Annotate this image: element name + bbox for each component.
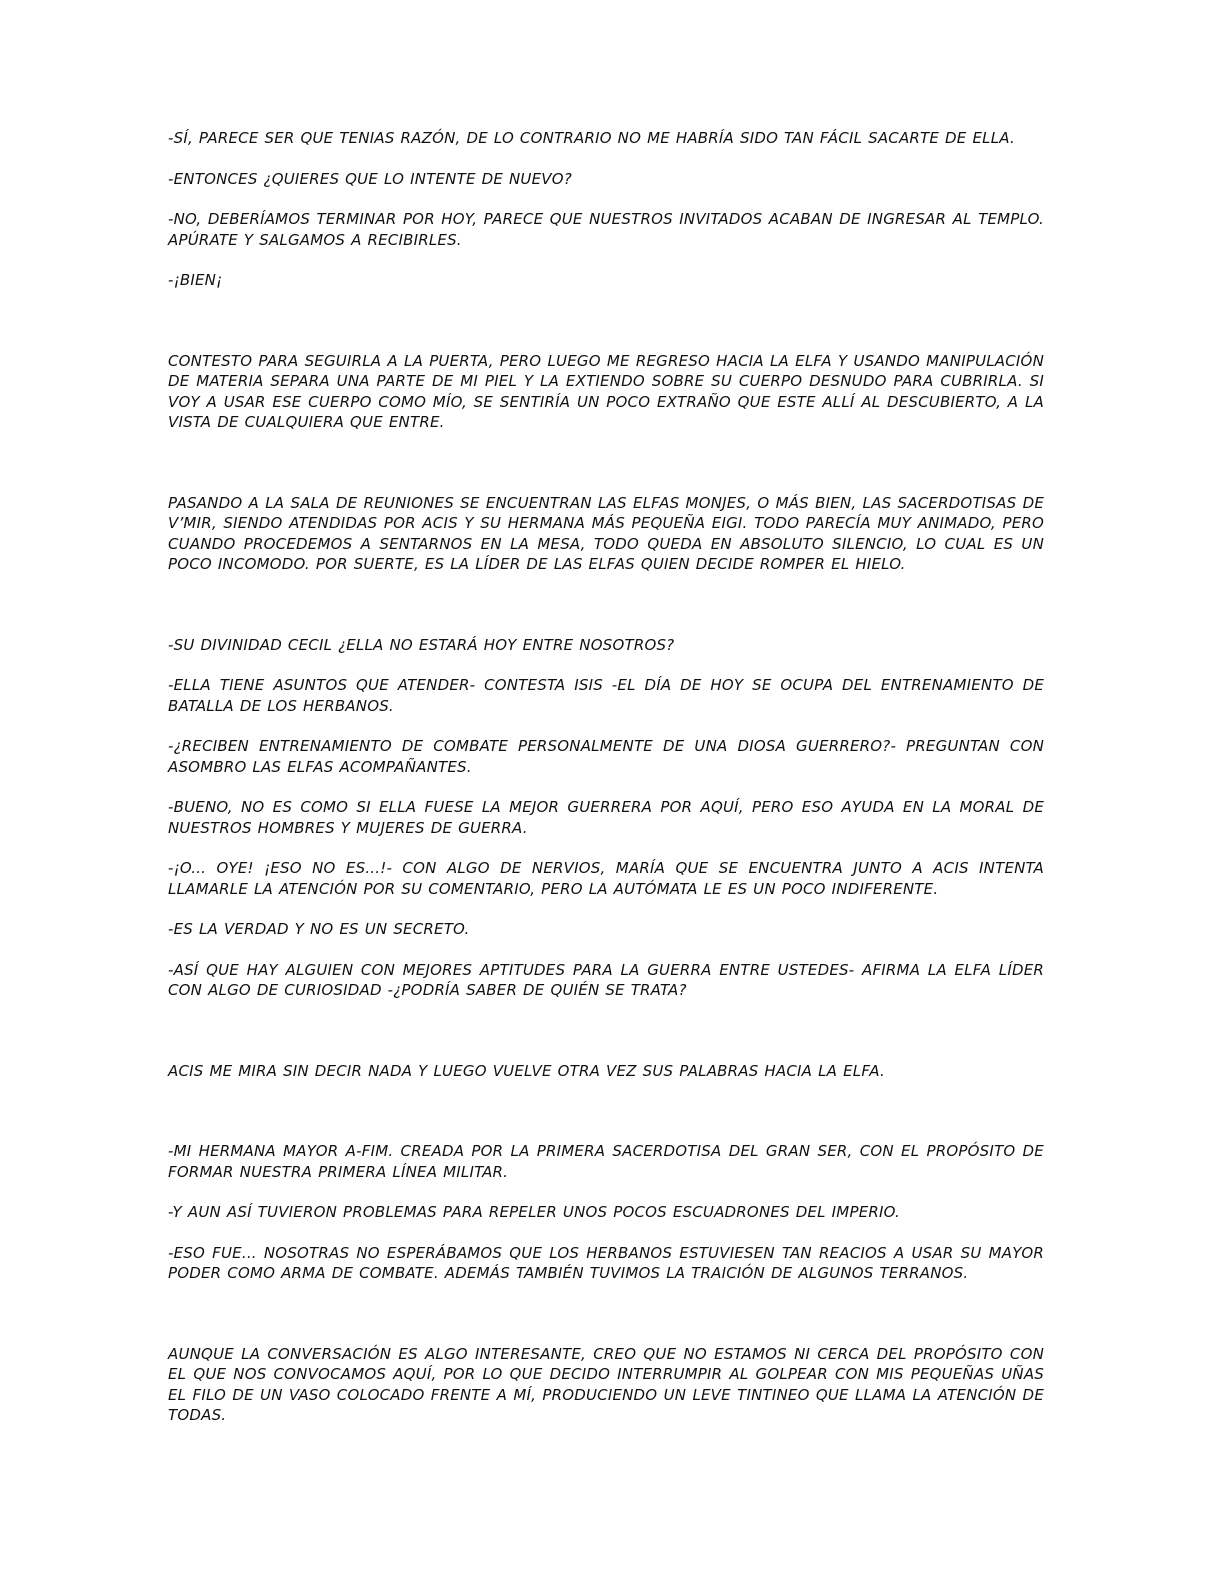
paragraph: -ENTONCES ¿QUIERES QUE LO INTENTE DE NUEVO? — [168, 169, 572, 188]
document-body — [168, 128, 1044, 1426]
paragraph: -BUENO, NO ES COMO SI ELLA FUESE LA MEJOR GUERRERA POR AQUÍ, PERO ESO AYUDA EN LA MORAL DE NUESTROS HOMBRES Y MUJERES DE GUERRA. — [168, 798, 1044, 837]
paragraph: AUNQUE LA CONVERSACIÓN ES ALGO INTERESANTE, CREO QUE NO ESTAMOS NI CERCA DEL PROPÓSITO CON EL QUE NOS CONVOCAMOS AQUÍ, POR LO QUE DECIDO INTERRUMPIR AL GOLPEAR CON MIS PEQUEÑAS UÑAS EL FILO DE UN VASO COLOCADO FRENTE A MÍ, PRODUCIENDO UN LEVE TINTINEO QUE LLAMA LA ATENCIÓN DE TODAS. — [168, 1344, 1044, 1424]
paragraph: -MI HERMANA MAYOR A-FIM. CREADA POR LA PRIMERA SACERDOTISA DEL GRAN SER, CON EL PROPÓSITO DE FORMAR NUESTRA PRIMERA LÍNEA MILITAR. — [168, 1142, 1044, 1181]
paragraph: -Y AUN ASÍ TUVIERON PROBLEMAS PARA REPELER UNOS POCOS ESCUADRONES DEL IMPERIO. — [168, 1203, 900, 1221]
paragraph: -NO, DEBERÍAMOS TERMINAR POR HOY, PARECE QUE NUESTROS INVITADOS ACABAN DE INGRESAR AL TEMPLO. APÚRATE Y SALGAMOS A RECIBIRLES. — [168, 210, 1044, 249]
paragraph: -¡BIEN¡ — [168, 271, 223, 289]
paragraph: -ESO FUE... NOSOTRAS NO ESPERÁBAMOS QUE LOS HERBANOS ESTUVIESEN TAN REACIOS A USAR SU MAYOR PODER COMO ARMA DE COMBATE. ADEMÁS TAMBIÉN TUVIMOS LA TRAICIÓN DE ALGUNOS TERRANOS. — [168, 1243, 1044, 1282]
paragraph: -ELLA TIENE ASUNTOS QUE ATENDER- CONTESTA ISIS -EL DÍA DE HOY SE OCUPA DEL ENTRENAMIENTO DE BATALLA DE LOS HERBANOS. — [168, 676, 1044, 715]
paragraph: -SÍ, PARECE SER QUE TENIAS RAZÓN, DE LO CONTRARIO NO ME HABRÍA SIDO TAN FÁCIL SACARTE DE ELLA. — [168, 129, 1015, 147]
paragraph: -¡O... OYE! ¡ESO NO ES...!- CON ALGO DE NERVIOS, MARÍA QUE SE ENCUENTRA JUNTO A ACIS INTENTA LLAMARLE LA ATENCIÓN POR SU COMENTARIO, PERO LA AUTÓMATA LE ES UN POCO INDIFERENTE. — [168, 859, 1044, 898]
paragraph: -ES LA VERDAD Y NO ES UN SECRETO. — [168, 920, 470, 938]
paragraph: -¿RECIBEN ENTRENAMIENTO DE COMBATE PERSONALMENTE DE UNA DIOSA GUERRERO?- PREGUNTAN CON ASOMBRO LAS ELFAS ACOMPAÑANTES. — [168, 737, 1044, 776]
paragraph: ACIS ME MIRA SIN DECIR NADA Y LUEGO VUELVE OTRA VEZ SUS PALABRAS HACIA LA ELFA. — [168, 1061, 885, 1080]
paragraph: -SU DIVINIDAD CECIL ¿ELLA NO ESTARÁ HOY ENTRE NOSOTROS? — [168, 635, 675, 654]
paragraph: -ASÍ QUE HAY ALGUIEN CON MEJORES APTITUDES PARA LA GUERRA ENTRE USTEDES- AFIRMA LA ELFA LÍDER CON ALGO DE CURIOSIDAD -¿PODRÍA SABER DE QUIÉN SE TRATA? — [168, 960, 1044, 999]
paragraph: CONTESTO PARA SEGUIRLA A LA PUERTA, PERO LUEGO ME REGRESO HACIA LA ELFA Y USANDO MANIPULACIÓN DE MATERIA SEPARA UNA PARTE DE MI PIEL Y LA EXTIENDO SOBRE SU CUERPO DESNUDO PARA CUBRIRLA. SI VOY A USAR ESE CUERPO COMO MÍO, SE SENTIRÍA UN POCO EXTRAÑO QUE ESTE ALLÍ AL DESCUBIERTO, A LA VISTA DE CUALQUIERA QUE ENTRE. — [168, 351, 1044, 431]
paragraph: PASANDO A LA SALA DE REUNIONES SE ENCUENTRAN LAS ELFAS MONJES, O MÁS BIEN, LAS SACERDOTISAS DE V’MIR, SIENDO ATENDIDAS POR ACIS Y SU HERMANA MÁS PEQUEÑA EIGI. TODO PARECÍA MUY ANIMADO, PERO CUANDO PROCEDEMOS A SENTARNOS EN LA MESA, TODO QUEDA EN ABSOLUTO SILENCIO, LO CUAL ES UN POCO INCOMODO. POR SUERTE, ES LA LÍDER DE LAS ELFAS QUIEN DECIDE ROMPER EL HIELO. — [168, 493, 1044, 573]
